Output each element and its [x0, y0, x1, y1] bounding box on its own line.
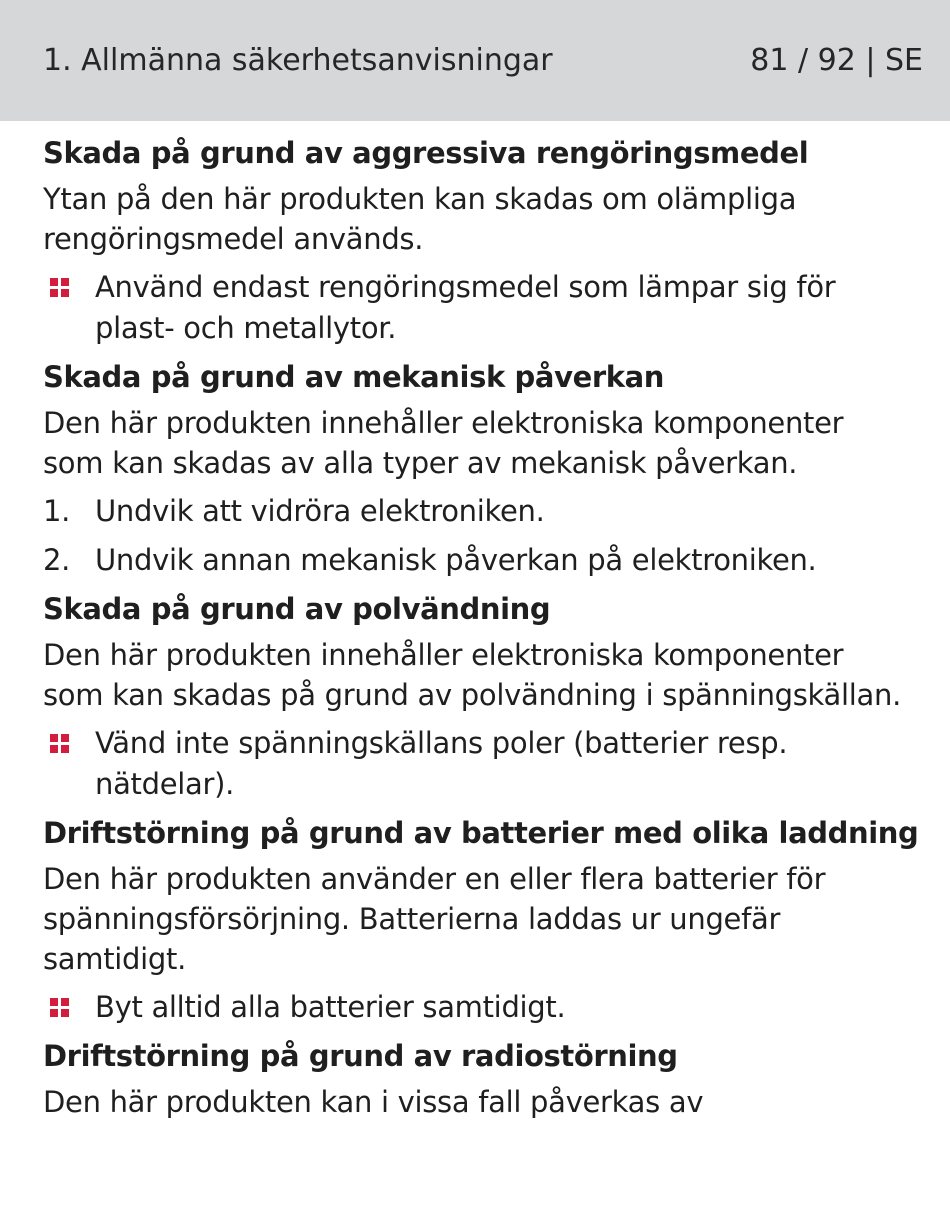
section-text: Den här produkten innehåller elektroniska komponenter som kan skadas av alla typer av mekanisk påverkan. — [43, 406, 844, 480]
step-text: Undvik att vidröra elektroniken. — [95, 494, 545, 528]
section-text: Ytan på den här produkten kan skadas om olämpliga rengöringsmedel används. — [43, 182, 797, 256]
section-title: 1. Allmänna säkerhetsanvisningar — [43, 43, 553, 78]
section-text: Den här produkten innehåller elektroniska komponenter som kan skadas på grund av polvändning i spänningskällan. — [43, 638, 901, 712]
section-heading: Driftstörning på grund av batterier med olika laddning — [43, 816, 919, 850]
bullet-text: Vänd inte spänningskällans poler (batterier resp. nätdelar). — [95, 726, 788, 801]
step-number: 2. — [43, 543, 71, 577]
step-text: Undvik annan mekanisk påverkan på elektroniken. — [95, 543, 817, 577]
bullet-item — [43, 987, 910, 1028]
bullet-item — [43, 267, 910, 349]
step-number: 1. — [43, 494, 71, 528]
page-number: 81 / 92 | SE — [750, 43, 923, 78]
page-header — [0, 0, 950, 121]
red-bullet-icon — [50, 734, 69, 753]
page-content — [0, 121, 950, 1122]
bullet-item — [43, 723, 910, 805]
red-bullet-icon — [50, 278, 69, 297]
red-bullet-icon — [50, 998, 69, 1017]
numbered-item — [43, 491, 910, 532]
section-heading: Skada på grund av aggressiva rengöringsmedel — [43, 136, 809, 170]
numbered-item — [43, 540, 910, 581]
section-heading: Driftstörning på grund av radiostörning — [43, 1039, 678, 1073]
bullet-text: Använd endast rengöringsmedel som lämpar sig för plast- och metallytor. — [95, 270, 836, 345]
bullet-text: Byt alltid alla batterier samtidigt. — [95, 990, 566, 1024]
section-text: Den här produkten använder en eller flera batterier för spänningsförsörjning. Batterierna laddas ur ungefär samtidigt. — [43, 862, 826, 976]
section-text: Den här produkten kan i vissa fall påverkas av — [43, 1085, 704, 1119]
section-heading: Skada på grund av polvändning — [43, 592, 551, 626]
section-heading: Skada på grund av mekanisk påverkan — [43, 360, 665, 394]
